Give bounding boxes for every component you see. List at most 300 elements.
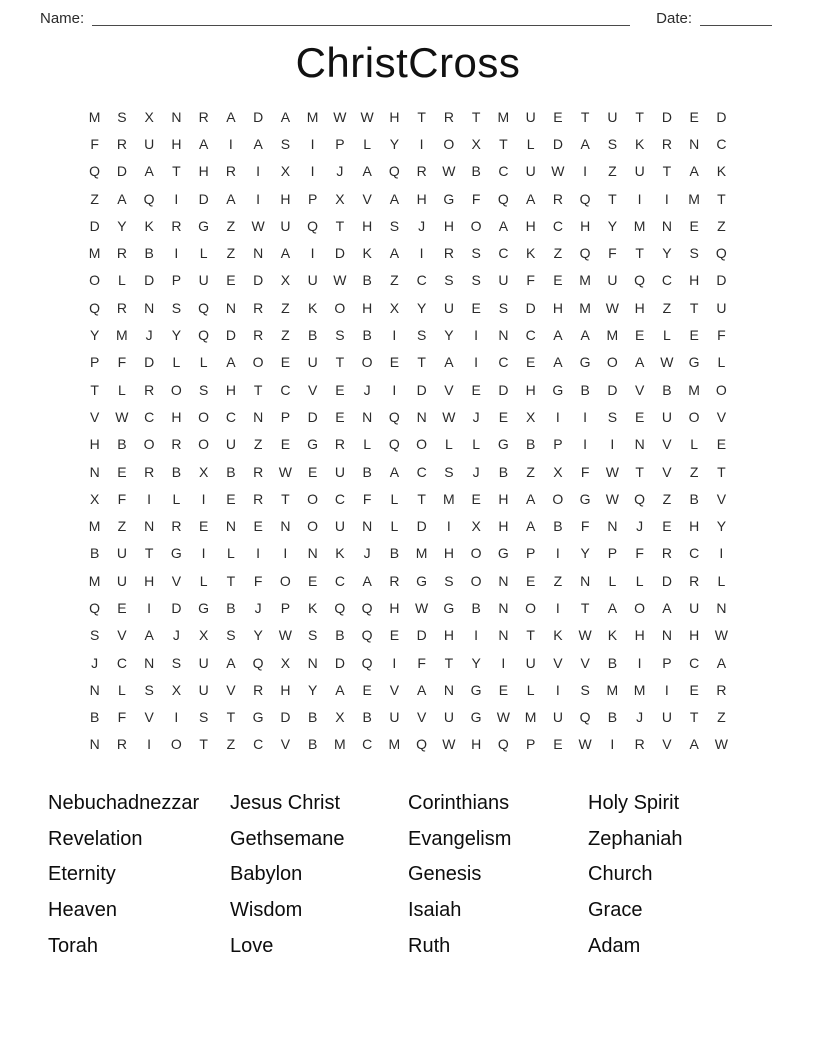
grid-letter: R	[552, 190, 563, 207]
grid-letter: X	[89, 490, 100, 507]
grid-letter: A	[444, 354, 454, 371]
grid-letter: H	[389, 108, 400, 125]
word-list-column	[48, 786, 230, 964]
grid-letter: Z	[117, 518, 127, 535]
grid-letter: C	[661, 272, 672, 289]
grid-letter: L	[363, 135, 372, 152]
grid-letter: Y	[580, 545, 590, 562]
grid-letter: W	[714, 736, 728, 753]
grid-letter: E	[117, 463, 127, 480]
grid-row	[81, 649, 735, 676]
grid-letter: Y	[307, 681, 318, 698]
grid-letter: I	[256, 163, 261, 180]
grid-letter: K	[553, 627, 563, 644]
grid-letter: K	[716, 163, 727, 180]
word-list-item: Grace	[588, 898, 643, 921]
grid-letter: H	[171, 408, 182, 425]
grid-letter: Y	[416, 299, 427, 316]
grid-letter: E	[553, 108, 563, 125]
grid-letter: H	[362, 217, 373, 234]
grid-letter: B	[580, 381, 590, 398]
grid-letter: W	[660, 354, 674, 371]
grid-letter: K	[335, 545, 345, 562]
grid-letter: M	[88, 245, 101, 262]
grid-letter: C	[716, 135, 727, 152]
grid-letter: D	[307, 408, 318, 425]
grid-letter: D	[253, 108, 264, 125]
grid-row	[81, 130, 735, 157]
grid-letter: S	[171, 299, 182, 316]
grid-letter: I	[555, 681, 560, 698]
grid-letter: P	[280, 599, 291, 616]
grid-letter: A	[716, 654, 727, 671]
grid-letter: G	[579, 490, 591, 507]
grid-letter: C	[144, 408, 155, 425]
grid-letter: D	[525, 299, 536, 316]
grid-letter: E	[689, 681, 699, 698]
grid-letter: N	[144, 654, 155, 671]
grid-row	[81, 567, 735, 594]
grid-letter: T	[526, 627, 535, 644]
grid-letter: W	[278, 463, 292, 480]
grid-letter: L	[390, 490, 399, 507]
grid-row	[81, 321, 735, 348]
grid-letter: W	[605, 463, 619, 480]
grid-letter: U	[198, 681, 209, 698]
grid-letter: C	[280, 381, 291, 398]
grid-letter: H	[443, 545, 454, 562]
grid-letter: C	[498, 354, 509, 371]
grid-letter: O	[715, 381, 727, 398]
grid-letter: J	[418, 217, 426, 234]
grid-letter: Q	[361, 627, 373, 644]
grid-letter: B	[607, 709, 618, 726]
grid-letter: W	[605, 299, 619, 316]
grid-letter: H	[689, 272, 700, 289]
grid-letter: L	[117, 272, 126, 289]
grid-letter: E	[716, 436, 727, 453]
word-list-column	[408, 786, 588, 964]
grid-letter: D	[498, 381, 509, 398]
grid-letter: E	[498, 681, 509, 698]
grid-letter: I	[555, 599, 560, 616]
grid-letter: N	[498, 627, 509, 644]
grid-letter: R	[253, 463, 264, 480]
grid-letter: L	[717, 572, 726, 589]
grid-letter: T	[335, 354, 345, 371]
grid-letter: Q	[579, 245, 591, 262]
grid-letter: N	[253, 408, 264, 425]
grid-letter: I	[474, 354, 479, 371]
grid-letter: R	[225, 163, 236, 180]
grid-letter: M	[88, 572, 101, 589]
grid-letter: U	[525, 654, 536, 671]
grid-letter: A	[525, 518, 536, 535]
grid-letter: I	[283, 545, 288, 562]
grid-letter: I	[392, 327, 397, 344]
grid-row	[81, 103, 735, 130]
grid-letter: O	[470, 545, 482, 562]
grid-letter: W	[578, 627, 592, 644]
grid-letter: I	[637, 654, 642, 671]
grid-letter: Q	[198, 327, 210, 344]
grid-letter: L	[635, 572, 644, 589]
word-list-item: Babylon	[230, 863, 303, 886]
grid-letter: Z	[689, 463, 699, 480]
grid-letter: U	[689, 599, 700, 616]
grid-letter: J	[363, 381, 371, 398]
grid-letter: F	[117, 709, 127, 726]
grid-letter: H	[634, 627, 645, 644]
grid-letter: L	[608, 572, 617, 589]
grid-letter: I	[174, 709, 179, 726]
word-list	[0, 758, 816, 964]
grid-letter: L	[390, 518, 399, 535]
grid-letter: T	[226, 572, 236, 589]
grid-letter: Q	[715, 245, 727, 262]
grid-letter: B	[226, 599, 236, 616]
grid-letter: R	[716, 681, 727, 698]
grid-letter: M	[388, 736, 401, 753]
grid-letter: A	[226, 654, 236, 671]
grid-letter: P	[171, 272, 182, 289]
grid-letter: H	[389, 599, 400, 616]
grid-letter: I	[147, 599, 152, 616]
grid-row	[81, 349, 735, 376]
grid-letter: V	[416, 709, 427, 726]
grid-letter: O	[307, 490, 319, 507]
grid-letter: Y	[253, 627, 263, 644]
grid-letter: V	[389, 681, 400, 698]
grid-letter: Q	[388, 436, 400, 453]
grid-letter: U	[525, 108, 536, 125]
grid-letter: T	[417, 108, 426, 125]
grid-letter: Y	[662, 245, 672, 262]
grid-letter: I	[583, 163, 588, 180]
grid-letter: U	[144, 135, 155, 152]
grid-letter: I	[610, 436, 615, 453]
grid-row	[81, 622, 735, 649]
grid-letter: U	[443, 299, 454, 316]
grid-letter: F	[580, 518, 590, 535]
grid-letter: Q	[497, 190, 509, 207]
grid-letter: E	[307, 572, 318, 589]
grid-letter: S	[198, 381, 209, 398]
grid-letter: U	[716, 299, 727, 316]
grid-letter: B	[144, 245, 154, 262]
grid-letter: F	[90, 135, 99, 152]
grid-row	[81, 212, 735, 239]
grid-letter: S	[280, 135, 291, 152]
grid-letter: D	[716, 108, 727, 125]
grid-letter: L	[199, 245, 208, 262]
grid-letter: O	[89, 272, 101, 289]
grid-letter: O	[361, 354, 373, 371]
grid-letter: G	[552, 381, 564, 398]
grid-letter: S	[444, 272, 454, 289]
grid-letter: Y	[444, 327, 454, 344]
grid-letter: S	[498, 299, 509, 316]
grid-letter: Q	[634, 490, 646, 507]
grid-letter: O	[525, 599, 537, 616]
grid-letter: B	[171, 463, 182, 480]
grid-letter: W	[415, 599, 429, 616]
grid-letter: H	[552, 299, 563, 316]
grid-letter: A	[389, 463, 400, 480]
grid-letter: Z	[253, 436, 263, 453]
date-input-line	[700, 11, 772, 26]
grid-letter: R	[144, 381, 155, 398]
grid-letter: P	[525, 736, 536, 753]
grid-letter: A	[553, 354, 563, 371]
grid-letter: C	[498, 163, 509, 180]
grid-letter: D	[253, 272, 264, 289]
grid-letter: S	[335, 327, 345, 344]
grid-letter: U	[307, 272, 318, 289]
grid-letter: R	[253, 327, 264, 344]
grid-letter: R	[116, 135, 127, 152]
grid-letter: A	[362, 163, 372, 180]
grid-letter: N	[307, 654, 318, 671]
word-list-item: Revelation	[48, 827, 143, 850]
grid-letter: P	[525, 545, 536, 562]
grid-letter: Q	[89, 163, 101, 180]
grid-letter: N	[225, 518, 236, 535]
grid-letter: T	[580, 599, 590, 616]
grid-letter: H	[634, 299, 645, 316]
grid-letter: H	[198, 163, 209, 180]
grid-letter: M	[88, 518, 101, 535]
grid-letter: O	[634, 599, 646, 616]
grid-letter: M	[306, 108, 319, 125]
grid-letter: X	[198, 463, 209, 480]
grid-letter: D	[607, 381, 618, 398]
header	[0, 0, 816, 27]
grid-letter: S	[389, 217, 400, 234]
grid-letter: G	[198, 599, 210, 616]
grid-row	[81, 376, 735, 403]
grid-letter: J	[472, 408, 480, 425]
grid-letter: A	[280, 245, 291, 262]
grid-letter: U	[198, 272, 209, 289]
grid-letter: C	[689, 545, 700, 562]
grid-letter: I	[174, 190, 179, 207]
grid-letter: Q	[307, 217, 319, 234]
grid-letter: N	[716, 599, 727, 616]
grid-letter: X	[335, 709, 345, 726]
grid-letter: U	[661, 408, 672, 425]
grid-letter: I	[310, 135, 315, 152]
grid-letter: W	[578, 736, 592, 753]
grid-letter: V	[171, 572, 182, 589]
grid-letter: B	[335, 627, 345, 644]
grid-letter: O	[416, 436, 428, 453]
grid-letter: D	[661, 108, 672, 125]
grid-letter: V	[662, 436, 672, 453]
grid-letter: H	[471, 736, 482, 753]
grid-letter: D	[89, 217, 100, 234]
grid-letter: A	[689, 736, 699, 753]
grid-letter: G	[470, 681, 482, 698]
grid-letter: Z	[662, 490, 672, 507]
grid-row	[81, 267, 735, 294]
grid-letter: T	[226, 709, 236, 726]
grid-letter: E	[280, 354, 291, 371]
grid-letter: E	[117, 599, 127, 616]
grid-row	[81, 294, 735, 321]
grid-letter: W	[333, 108, 347, 125]
grid-letter: C	[552, 217, 563, 234]
grid-letter: M	[88, 108, 101, 125]
grid-letter: T	[608, 190, 617, 207]
grid-letter: U	[525, 163, 536, 180]
grid-letter: R	[443, 245, 454, 262]
grid-letter: B	[117, 436, 127, 453]
grid-letter: B	[389, 545, 400, 562]
grid-letter: T	[172, 163, 181, 180]
grid-letter: U	[661, 709, 672, 726]
grid-letter: E	[226, 272, 236, 289]
grid-letter: B	[689, 490, 699, 507]
grid-letter: X	[280, 272, 291, 289]
grid-letter: H	[144, 572, 155, 589]
grid-letter: M	[606, 327, 619, 344]
word-list-column	[588, 786, 768, 964]
grid-letter: A	[198, 135, 209, 152]
grid-letter: S	[307, 627, 318, 644]
grid-letter: V	[226, 681, 236, 698]
word-list-item: Nebuchadnezzar	[48, 792, 200, 815]
grid-letter: G	[170, 545, 182, 562]
grid-letter: X	[553, 463, 563, 480]
grid-letter: W	[714, 627, 728, 644]
grid-letter: U	[607, 272, 618, 289]
grid-letter: E	[471, 490, 481, 507]
grid-letter: D	[116, 163, 127, 180]
grid-letter: M	[579, 299, 591, 316]
grid-letter: V	[580, 654, 590, 671]
grid-letter: N	[89, 736, 100, 753]
grid-letter: F	[635, 545, 644, 562]
grid-letter: X	[335, 190, 345, 207]
grid-letter: B	[307, 709, 318, 726]
grid-letter: A	[144, 627, 154, 644]
grid-letter: V	[362, 190, 372, 207]
grid-letter: I	[474, 327, 479, 344]
grid-row	[81, 676, 735, 703]
grid-letter: G	[443, 190, 455, 207]
grid-letter: R	[116, 736, 127, 753]
grid-letter: C	[416, 272, 427, 289]
grid-letter: E	[471, 381, 481, 398]
grid-letter: Z	[608, 163, 617, 180]
grid-letter: W	[333, 272, 347, 289]
grid-letter: E	[525, 354, 536, 371]
grid-letter: W	[551, 163, 565, 180]
grid-letter: T	[253, 381, 263, 398]
grid-letter: Q	[634, 272, 646, 289]
grid-letter: D	[334, 245, 345, 262]
grid-letter: A	[253, 135, 263, 152]
grid-letter: Z	[717, 217, 726, 234]
grid-letter: Q	[198, 299, 210, 316]
grid-letter: X	[280, 654, 291, 671]
grid-letter: Q	[89, 599, 101, 616]
grid-letter: T	[580, 108, 590, 125]
grid-letter: N	[689, 135, 700, 152]
grid-letter: B	[307, 736, 318, 753]
grid-letter: P	[335, 135, 345, 152]
grid-letter: A	[553, 327, 563, 344]
grid-letter: K	[144, 217, 154, 234]
grid-letter: G	[579, 354, 591, 371]
grid-letter: L	[526, 135, 535, 152]
grid-letter: O	[606, 354, 618, 371]
grid-letter: D	[144, 272, 155, 289]
grid-letter: Q	[579, 190, 591, 207]
grid-letter: N	[498, 599, 509, 616]
grid-letter: N	[607, 518, 618, 535]
grid-letter: Y	[716, 518, 727, 535]
grid-letter: I	[719, 545, 724, 562]
grid-letter: E	[689, 327, 699, 344]
grid-letter: N	[171, 108, 182, 125]
grid-letter: E	[553, 736, 563, 753]
grid-letter: A	[389, 245, 400, 262]
grid-letter: X	[198, 627, 209, 644]
grid-letter: Q	[388, 408, 400, 425]
grid-letter: N	[362, 518, 373, 535]
grid-letter: N	[253, 245, 264, 262]
grid-letter: H	[171, 135, 182, 152]
grid-letter: Q	[361, 599, 373, 616]
grid-letter: U	[634, 163, 645, 180]
grid-letter: M	[334, 736, 346, 753]
grid-letter: B	[226, 463, 236, 480]
grid-letter: I	[419, 245, 424, 262]
grid-letter: Y	[117, 217, 127, 234]
grid-letter: Z	[226, 217, 236, 234]
grid-letter: D	[334, 654, 345, 671]
grid-letter: T	[635, 108, 644, 125]
word-list-item: Ruth	[408, 934, 451, 957]
grid-letter: I	[637, 190, 642, 207]
word-list-item: Evangelism	[408, 827, 512, 850]
grid-letter: R	[253, 490, 264, 507]
puzzle-title: ChristCross	[295, 39, 521, 86]
grid-letter: E	[498, 408, 509, 425]
grid-letter: J	[636, 709, 644, 726]
grid-letter: E	[662, 518, 672, 535]
grid-letter: Z	[717, 709, 726, 726]
grid-letter: V	[716, 490, 727, 507]
grid-letter: I	[174, 245, 179, 262]
grid-letter: D	[416, 518, 427, 535]
grid-letter: I	[664, 681, 669, 698]
grid-letter: I	[201, 490, 206, 507]
grid-letter: O	[688, 408, 700, 425]
grid-letter: K	[634, 135, 645, 152]
grid-letter: E	[471, 299, 481, 316]
grid-letter: R	[389, 572, 400, 589]
grid-letter: M	[497, 108, 510, 125]
grid-row	[81, 185, 735, 212]
grid-letter: Y	[171, 327, 182, 344]
grid-letter: I	[664, 190, 669, 207]
grid-letter: R	[443, 108, 454, 125]
grid-letter: F	[362, 490, 372, 507]
grid-letter: H	[525, 217, 536, 234]
